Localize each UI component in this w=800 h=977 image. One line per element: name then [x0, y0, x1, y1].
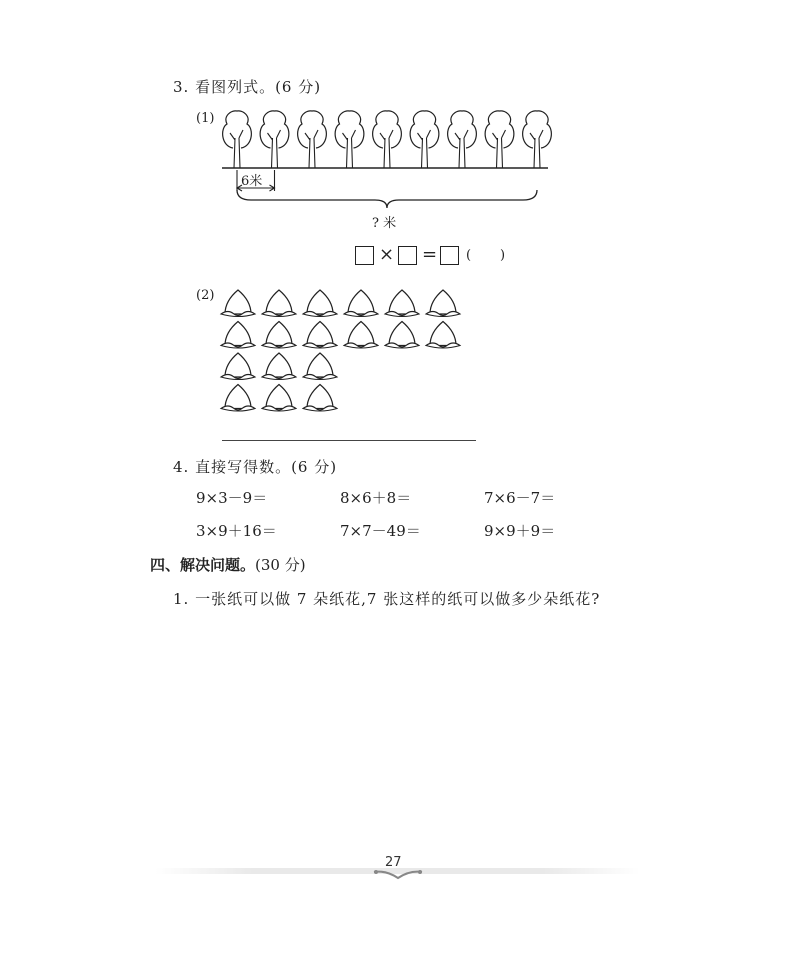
peach-icon: [221, 353, 255, 380]
peach-icon: [221, 322, 255, 349]
part2-label: (2): [196, 288, 215, 303]
peach-diagram: [0, 0, 800, 460]
peach-icon: [262, 290, 296, 317]
section4-score: (30 分): [255, 556, 306, 574]
segment-label: 6米: [241, 174, 263, 189]
answer-line[interactable]: [222, 440, 476, 441]
unit-paren[interactable]: ( ): [466, 248, 506, 263]
q4-item-3: 7×6－7＝: [484, 489, 556, 507]
peach-icon: [262, 322, 296, 349]
peach-icon: [344, 322, 378, 349]
peach-icon: [303, 322, 337, 349]
peach-icon: [426, 322, 460, 349]
section4-title: 四、解决问题。: [150, 556, 256, 574]
q3-title: 3. 看图列式。(6 分): [173, 78, 322, 96]
q4-item-4: 3×9＋16＝: [196, 522, 277, 540]
peach-icon: [262, 353, 296, 380]
q4-item-2: 8×6＋8＝: [340, 489, 412, 507]
peach-icon: [303, 385, 337, 412]
q4-title: 4. 直接写得数。(6 分): [173, 458, 338, 476]
peach-icon: [385, 290, 419, 317]
part1-label: (1): [196, 111, 215, 126]
peach-icon: [385, 322, 419, 349]
q4-item-6: 9×9＋9＝: [484, 522, 556, 540]
q4-item-5: 7×7－49＝: [340, 522, 421, 540]
q4-item-1: 9×3－9＝: [196, 489, 268, 507]
problem-1-text: 1. 一张纸可以做 7 朵纸花,7 张这样的纸可以做多少朵纸花?: [173, 590, 601, 608]
peach-icon: [303, 290, 337, 317]
peach-icon: [262, 385, 296, 412]
peach-icon: [426, 290, 460, 317]
footer-ornament-icon: [372, 868, 424, 882]
peach-icon: [221, 290, 255, 317]
times-sign: ×: [379, 244, 395, 265]
peach-icon: [303, 353, 337, 380]
total-label: ? 米: [372, 216, 397, 231]
peach-icon: [221, 385, 255, 412]
section4-heading: [150, 554, 306, 575]
equals-sign: =: [422, 244, 438, 265]
page-number: 27: [385, 855, 402, 870]
peach-icon: [344, 290, 378, 317]
